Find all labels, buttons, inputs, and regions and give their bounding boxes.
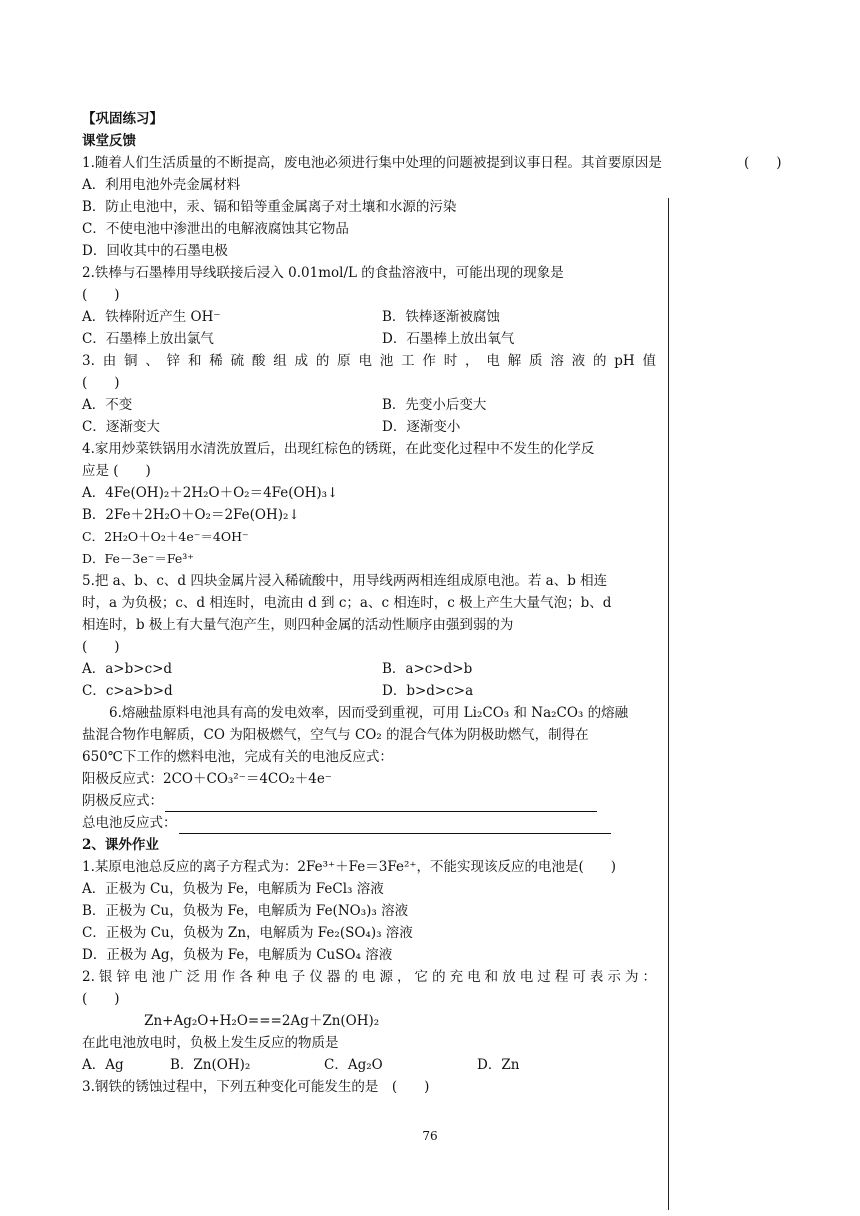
subsection-title: 课堂反馈 xyxy=(82,133,136,149)
option-a: A．Ag xyxy=(82,1057,124,1073)
option-row xyxy=(82,416,656,438)
option-row xyxy=(82,680,656,702)
option-a: A．利用电池外壳金属材料 xyxy=(82,177,241,193)
option-b: B．先变小后变大 xyxy=(382,397,487,413)
option-a: A．铁棒附近产生 OH⁻ xyxy=(82,309,221,325)
question-stem: 3.由铜、锌和稀硫酸组成的原电池工作时，电解质溶液的pH值 xyxy=(82,353,656,369)
anode-equation: 阳极反应式：2CO＋CO₃²⁻＝4CO₂＋4e⁻ xyxy=(82,771,332,787)
option-a: A．正极为 Cu，负极为 Fe，电解质为 FeCl₃ 溶液 xyxy=(82,881,384,897)
option-b: B．2Fe＋2H₂O＋O₂＝2Fe(OH)₂↓ xyxy=(82,507,300,523)
option-d: D．正极为 Ag，负极为 Fe，电解质为 CuSO₄ 溶液 xyxy=(82,947,393,963)
option-a: A．a>b>c>d xyxy=(82,661,173,677)
option-c: C．石墨棒上放出氯气 xyxy=(82,331,214,347)
option-row xyxy=(82,1054,656,1076)
answer-paren: ( ) xyxy=(82,991,120,1007)
option-c: C．Ag₂O xyxy=(324,1057,383,1073)
answer-paren: ( ) xyxy=(82,375,120,391)
option-c: C．不使电池中渗泄出的电解液腐蚀其它物品 xyxy=(82,221,349,237)
section-title: 【巩固练习】 xyxy=(82,111,163,127)
option-d: D．b>d>c>a xyxy=(382,683,474,699)
option-b: B．Zn(OH)₂ xyxy=(170,1057,251,1073)
cathode-blank-row xyxy=(82,790,656,812)
option-a: A．4Fe(OH)₂＋2H₂O＋O₂＝4Fe(OH)₃↓ xyxy=(82,485,339,501)
battery-equation: Zn+Ag₂O+H₂O===2Ag＋Zn(OH)₂ xyxy=(144,1013,380,1029)
question-stem: 2.铁棒与石墨棒用导线联接后浸入 0.01mol/L 的食盐溶液中，可能出现的现象是 xyxy=(82,265,564,281)
page-number: 76 xyxy=(422,1129,438,1143)
subsection-title: 2、课外作业 xyxy=(82,837,159,853)
option-b: B．铁棒逐渐被腐蚀 xyxy=(382,309,500,325)
question-stem: 3.钢铁的锈蚀过程中，下列五种变化可能发生的是 ( ) xyxy=(82,1079,430,1095)
option-c: C．正极为 Cu，负极为 Zn，电解质为 Fe₂(SO₄)₃ 溶液 xyxy=(82,925,413,941)
question-stem-cont: 650℃下工作的燃料电池，完成有关的电池反应式： xyxy=(82,749,393,765)
total-blank-row xyxy=(82,812,656,834)
answer-paren: ( ) xyxy=(744,155,782,171)
total-label: 总电池反应式： xyxy=(82,815,177,831)
option-d: D．逐渐变小 xyxy=(382,419,461,435)
question-stem: 4.家用炒菜铁锅用水清洗放置后，出现红棕色的锈斑，在此变化过程中不发生的化学反 xyxy=(82,441,595,457)
question-prompt: 在此电池放电时，负极上发生反应的物质是 xyxy=(82,1035,339,1051)
question-stem-cont: 相连时，b 极上有大量气泡产生，则四种金属的活动性顺序由强到弱的为 xyxy=(82,617,514,633)
question-stem: 1.某原电池总反应的离子方程式为：2Fe³⁺＋Fe＝3Fe²⁺，不能实现该反应的电池是( ) xyxy=(82,859,617,875)
option-c: C．逐渐变大 xyxy=(82,419,160,435)
option-d: D．Fe－3e⁻＝Fe³⁺ xyxy=(82,551,194,566)
question-stem: 1.随着人们生活质量的不断提高，废电池必须进行集中处理的问题被提到议事日程。其首要原因是 ( ) xyxy=(82,152,656,174)
question-stem: 2.银锌电池广泛用作各种电子仪器的电源，它的充电和放电过程可表示为： xyxy=(82,969,656,985)
answer-paren: ( ) xyxy=(82,287,120,303)
cathode-answer-blank[interactable] xyxy=(165,795,597,812)
option-a: A．不变 xyxy=(82,397,133,413)
option-row xyxy=(82,658,656,680)
option-row xyxy=(82,394,656,416)
total-answer-blank[interactable] xyxy=(179,817,611,834)
question-stem: 5.把 a、b、c、d 四块金属片浸入稀硫酸中，用导线两两相连组成原电池。若 a、b 相连 xyxy=(82,573,608,589)
option-row xyxy=(82,328,656,350)
option-b: B．a>c>d>b xyxy=(382,661,473,677)
exercise-content xyxy=(82,108,782,1098)
option-b: B．防止电池中，汞、镉和铅等重金属离子对土壤和水源的污染 xyxy=(82,199,457,215)
option-d: D．石墨棒上放出氧气 xyxy=(382,331,515,347)
question-stem-cont: 应是 ( ) xyxy=(82,463,151,479)
option-c: C．2H₂O＋O₂＋4e⁻＝4OH⁻ xyxy=(82,529,249,544)
option-d: D．Zn xyxy=(477,1057,520,1073)
question-stem-cont: 盐混合物作电解质，CO 为阳极燃气，空气与 CO₂ 的混合气体为阴极助燃气，制得在 xyxy=(82,727,589,743)
question-stem: 6.熔融盐原料电池具有高的发电效率，因而受到重视，可用 Li₂CO₃ 和 Na₂CO₃ 的熔融 xyxy=(109,705,629,721)
option-b: B．正极为 Cu，负极为 Fe，电解质为 Fe(NO₃)₃ 溶液 xyxy=(82,903,409,919)
answer-paren: ( ) xyxy=(82,639,120,655)
option-c: C．c>a>b>d xyxy=(82,683,173,699)
margin-rule xyxy=(668,198,669,1210)
cathode-label: 阴极反应式： xyxy=(82,793,163,809)
option-d: D．回收其中的石墨电极 xyxy=(82,243,228,259)
option-row xyxy=(82,306,656,328)
question-stem-cont: 时，a 为负极；c、d 相连时，电流由 d 到 c；a、c 相连时，c 极上产生大量气泡；b、d xyxy=(82,595,612,611)
